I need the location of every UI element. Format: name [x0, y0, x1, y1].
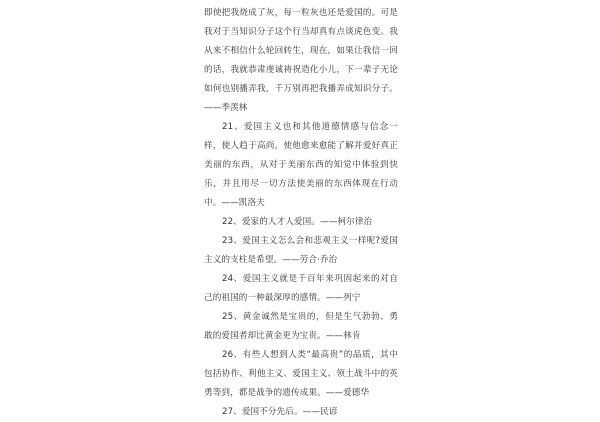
quote-text-block [204, 4, 398, 422]
quote-25: 25、黄金诚然是宝贵的，但是生气勃勃、勇敢的爱国者却比黄金更为宝贵。——林肯 [204, 312, 398, 341]
quote-26: 26、有些人想到人类“最高贵”的品质，其中包括协作、利他主义、爱国主义、领土战斗中的英勇等到，都是战争的遗传成果。——爱德华 [204, 350, 398, 398]
quote-23: 23、爱国主义怎么会和悲观主义一样呢?爱国主义的支柱是希望。——劳合·乔治 [204, 236, 398, 265]
quote-24: 24、爱国主义就是千百年来巩固起来的对自己的祖国的一种最深厚的感情。——列宁 [204, 274, 398, 303]
quote-27: 27、爱国不分先后。——民谚 [222, 407, 338, 417]
quote-21: 21、爱国主义也和其他道德情感与信念一样，使人趋于高尚，使他愈来愈能了解并爱好真正美丽的东西，从对于美丽东西的知觉中体验到快乐，并且用尽一切方法使美丽的东西体现在行动中。——凯洛夫 [204, 122, 398, 208]
quote-22: 22、爱家的人才人爱国。——柯尔律治 [222, 217, 373, 227]
paragraph-continuation: 即使把我烧成了灰，每一粒灰也还是爱国的。可是我对于当知识分子这个行当却真有点谈虎色变。我从来不相信什么轮回转生，现在，如果让我信一回的话，我就恭肃虔诚祷祝造化小儿，下一辈子无论如何也别播弄我，千万别再把我播弄成知识分子。——季羡林 [204, 8, 398, 113]
